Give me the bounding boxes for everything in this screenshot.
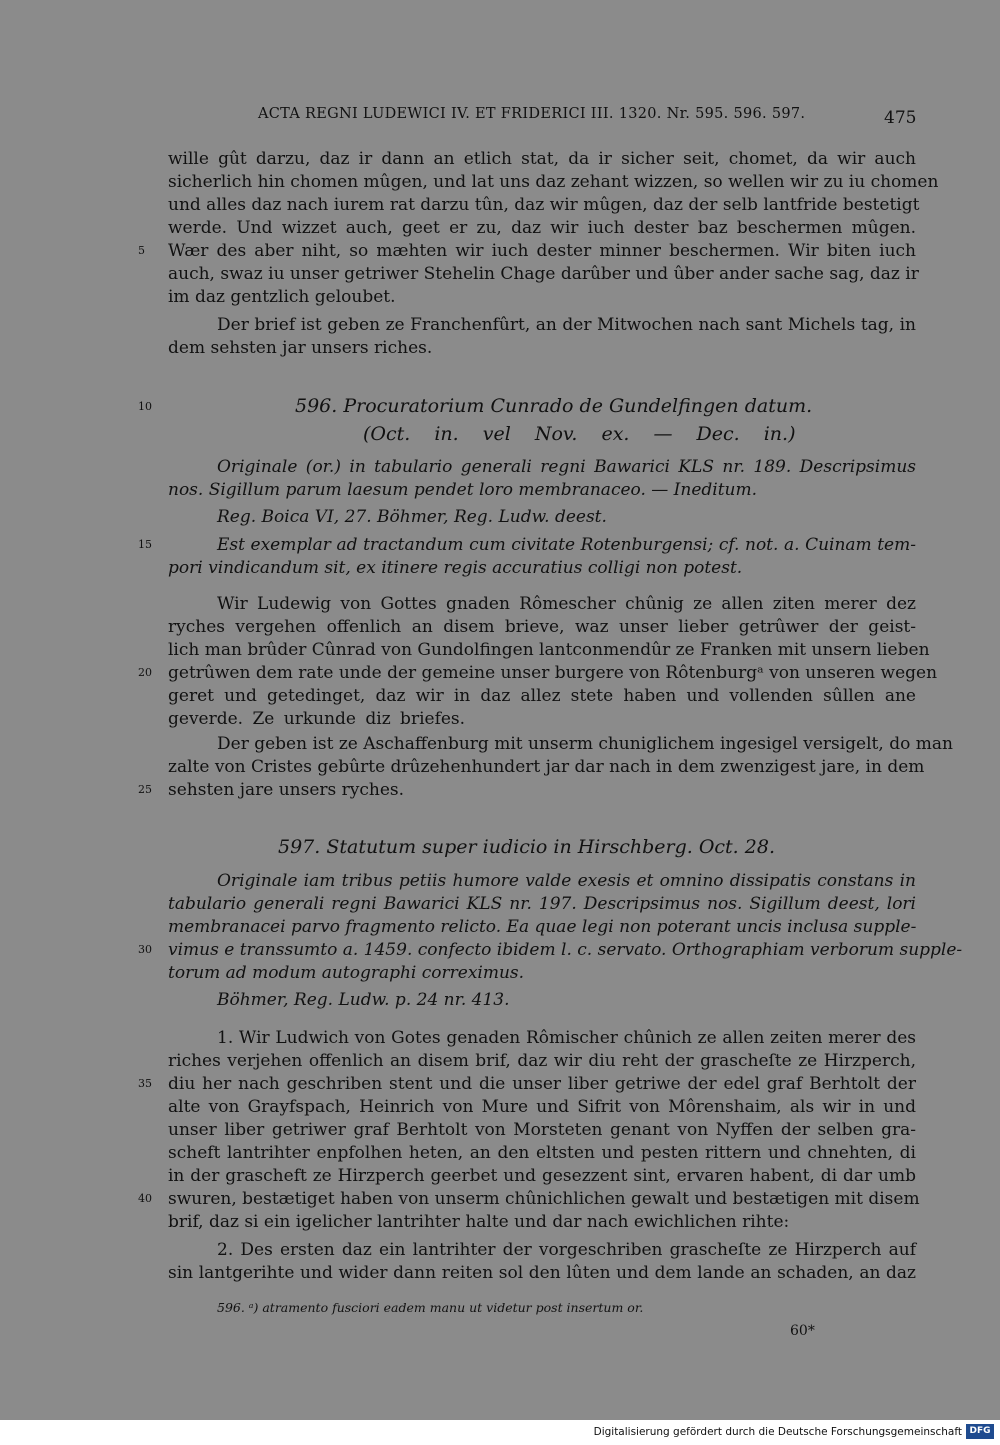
- note-line: Originale iam tribus petiis humore valde exesis et omnino dissipatis constans in: [217, 871, 916, 891]
- text-line: alte von Grayfspach, Heinrich von Mure und Sifrit von Môrenshaim, als wir in und: [168, 1097, 916, 1117]
- note-line: torum ad modum autographi correximus.: [168, 963, 525, 983]
- line-number: 5: [138, 244, 145, 257]
- line-number: 35: [138, 1077, 152, 1090]
- note-line: nos. Sigillum parum laesum pendet loro membranaceo. — Ineditum.: [168, 480, 758, 500]
- text-line: im daz gentzlich geloubet.: [168, 287, 396, 307]
- text-line: scheft lantrihter enpfolhen heten, an den eltsten und pesten rittern und chnehten, di: [168, 1143, 916, 1163]
- text-line: Der geben ist ze Aschaffenburg mit unserm chuniglichem ingesigel versigelt, do man: [217, 734, 953, 754]
- note-line: Est exemplar ad tractandum cum civitate Rotenburgensi; cf. not. a. Cuinam tem-: [217, 535, 916, 555]
- text-line: werde. Und wizzet auch, geet er zu, daz wir iuch dester baz beschermen mûgen.: [168, 218, 916, 238]
- text-line: lich man brûder Cûnrad von Gundolfingen lantconmendûr ze Franken mit unsern lieben: [168, 640, 930, 660]
- text-line: riches verjehen offenlich an disem brif, daz wir diu reht der grascheſte ze Hirzperch,: [168, 1051, 916, 1071]
- text-line: 2. Des ersten daz ein lantrihter der vorgeschriben grascheſte ze Hirzperch auf: [217, 1240, 916, 1260]
- text-line: Wir Ludewig von Gottes gnaden Rômescher chûnig ze allen ziten merer dez: [217, 594, 916, 614]
- line-number: 10: [138, 400, 152, 413]
- text-line: und alles daz nach iurem rat darzu tûn, daz wir mûgen, daz der selb lantfride bestetigt: [168, 195, 920, 215]
- page-number: 475: [884, 108, 917, 128]
- text-line: auch, swaz iu unser getriwer Stehelin Chage darûber und ûber ander sache sag, daz ir: [168, 264, 919, 284]
- signature-mark: 60*: [790, 1323, 815, 1339]
- text-line: in der grascheft ze Hirzperch geerbet und gesezzent sint, ervaren habent, di dar umb: [168, 1166, 916, 1186]
- text-line: brif, daz si ein igelicher lantrihter halte und dar nach ewichlichen rihte:: [168, 1212, 790, 1232]
- line-number: 40: [138, 1192, 152, 1205]
- doc-596-title: 596. Procuratorium Cunrado de Gundelfingen datum.: [295, 395, 813, 417]
- text-line: 1. Wir Ludwich von Gotes genaden Rômischer chûnich ze allen zeiten merer des: [217, 1028, 916, 1048]
- dfg-logo-icon: DFG: [966, 1424, 994, 1439]
- funding-credit: Digitalisierung gefördert durch die Deutsche Forschungsgemeinschaft: [593, 1426, 962, 1438]
- note-line: tabulario generali regni Bawarici KLS nr. 197. Descripsimus nos. Sigillum deest, lori: [168, 894, 916, 914]
- running-head: ACTA REGNI LUDEWICI IV. ET FRIDERICI III. 1320. Nr. 595. 596. 597.: [258, 106, 806, 122]
- note-line: Reg. Boica VI, 27. Böhmer, Reg. Ludw. deest.: [217, 507, 607, 527]
- doc-597-title: 597. Statutum super iudicio in Hirschberg. Oct. 28.: [278, 836, 775, 858]
- text-line: Wær des aber niht, so mæhten wir iuch dester minner beschermen. Wir biten iuch: [168, 241, 916, 261]
- footer-bar: [0, 1420, 1000, 1445]
- text-line: Der brief ist geben ze Franchenfûrt, an der Mitwochen nach sant Michels tag, in: [217, 315, 916, 335]
- text-line: sehsten jare unsers ryches.: [168, 780, 405, 800]
- line-number: 20: [138, 666, 152, 679]
- text-line: sin lantgerihte und wider dann reiten sol den lûten und dem lande an schaden, an daz: [168, 1263, 916, 1283]
- text-line: geverde. Ze urkunde diz briefes.: [168, 709, 466, 729]
- text-line: unser liber getriwer graf Berhtolt von Morsteten genant von Nyffen der selben gra-: [168, 1120, 916, 1140]
- note-line: Originale (or.) in tabulario generali regni Bawarici KLS nr. 189. Descripsimus: [217, 457, 916, 477]
- note-line: pori vindicandum sit, ex itinere regis accuratius colligi non potest.: [168, 558, 743, 578]
- text-line: ryches vergehen offenlich an disem brieve, waz unser lieber getrûwer der geist-: [168, 617, 916, 637]
- text-line: geret und getedinget, daz wir in daz allez stete haben und vollenden sûllen ane: [168, 686, 916, 706]
- text-line: getrûwen dem rate unde der gemeine unser burgere von Rôtenburgᵃ von unseren wegen: [168, 663, 938, 683]
- text-line: dem sehsten jar unsers riches.: [168, 338, 433, 358]
- footnote: 596. ᵃ) atramento fusciori eadem manu ut videtur post insertum or.: [217, 1300, 644, 1315]
- note-line: Böhmer, Reg. Ludw. p. 24 nr. 413.: [217, 990, 510, 1010]
- note-line: vimus e transsumto a. 1459. confecto ibidem l. c. servato. Orthographiam verborum supple-: [168, 940, 963, 960]
- text-line: wille gût darzu, daz ir dann an etlich stat, da ir sicher seit, chomet, da wir auch: [168, 149, 916, 169]
- text-line: swuren, bestætiget haben von unserm chûnichlichen gewalt und bestætigen mit disem: [168, 1189, 920, 1209]
- note-line: membranacei parvo fragmento relicto. Ea quae legi non poterant uncis inclusa supple-: [168, 917, 917, 937]
- text-line: sicherlich hin chomen mûgen, und lat uns daz zehant wizzen, so wellen wir zu iu chomen: [168, 172, 939, 192]
- line-number: 30: [138, 943, 152, 956]
- text-line: diu her nach geschriben stent und die unser liber getriwe der edel graf Berhtolt der: [168, 1074, 916, 1094]
- line-number: 15: [138, 538, 152, 551]
- text-line: zalte von Cristes gebûrte drûzehenhundert jar dar nach in dem zwenzigest jare, in dem: [168, 757, 925, 777]
- doc-596-date: (Oct. in. vel Nov. ex. — Dec. in.): [363, 423, 796, 445]
- line-number: 25: [138, 783, 152, 796]
